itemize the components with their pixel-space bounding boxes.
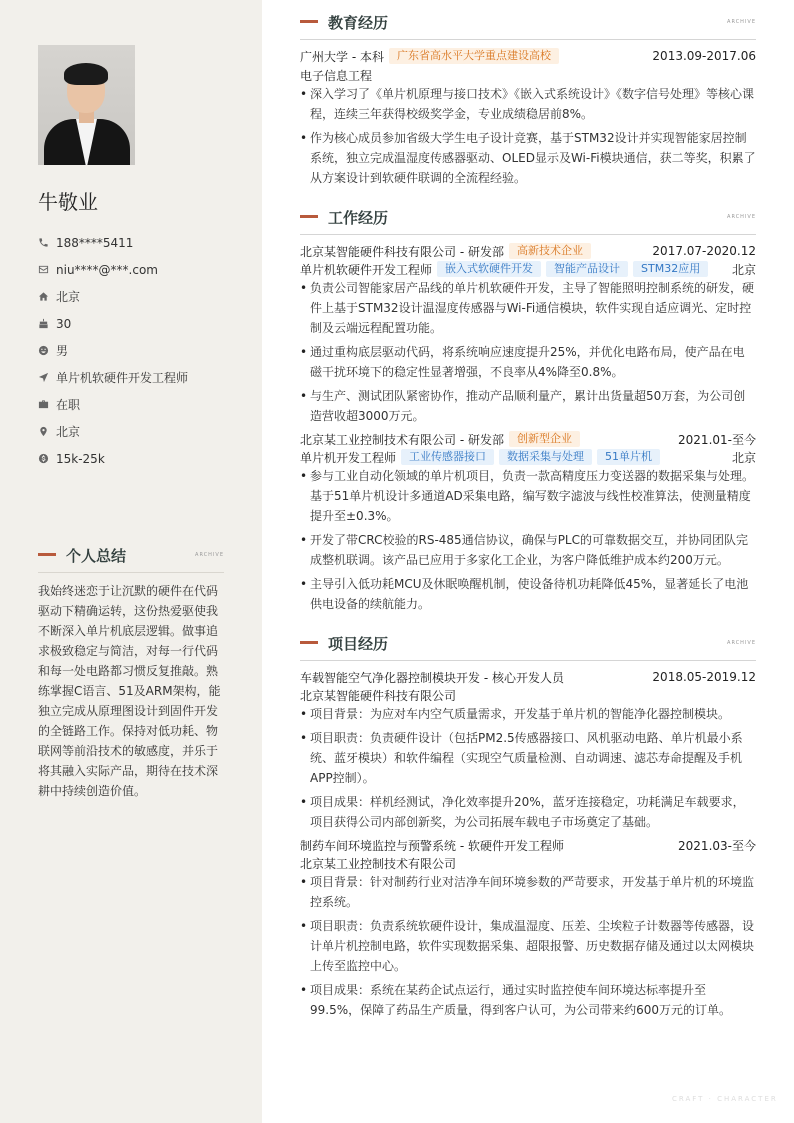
- job-position-row: [300, 260, 756, 278]
- section-accent-dash: [300, 215, 318, 218]
- list-item: • 项目成果：系统在某药企试点运行，通过实时监控使车间环境达标率提升至99.5%，保障了药品生产质量，得到客户认可，为公司带来约600万元的订单。: [300, 980, 756, 1020]
- job-position: 单片机软硬件开发工程师: [300, 262, 433, 277]
- summary-section-header: [38, 545, 224, 573]
- skill-tag: 51单片机: [597, 449, 660, 465]
- archive-label: ARCHIVE: [727, 640, 756, 646]
- company-tag: 高新技术企业: [509, 243, 591, 259]
- list-item: • 项目背景：针对制药行业对洁净车间环境参数的严苛要求，开发基于单片机的环境监控系统。: [300, 872, 756, 912]
- archive-label: ARCHIVE: [727, 19, 756, 25]
- job-bullets: [300, 466, 756, 618]
- project-section-header: [300, 633, 756, 661]
- main-content: [300, 0, 756, 1123]
- list-item: • 项目职责：负责硬件设计（包括PM2.5传感器接口、风机驱动电路、单片机最小系统、蓝牙模块）和软件编程（实现空气质量检测、自动调速、滤芯寿命提醒及手机APP控制）。: [300, 728, 756, 788]
- job-position: 单片机开发工程师: [300, 450, 397, 465]
- work-title: 工作经历: [328, 209, 389, 227]
- project-name-row: [300, 836, 756, 854]
- project-name: 制药车间环境监控与预警系统 - 软硬件开发工程师: [300, 838, 564, 853]
- education-bullets: [300, 84, 756, 192]
- summary-text: 我始终迷恋于让沉默的硬件在代码驱动下精确运转，这份热爱驱使我不断深入单片机底层逻辑。做事追求极致稳定与简洁，对每一行代码和每一处电路都习惯反复推敲。熟练掌握C语言、51及ARM架构，能独立完成从原理图设计到固件开发的全链路工作。保持对低功耗、物联网等前沿技术的敏感度，并乐于将其融入实际产品，期待在技术深耕中持续创造价值。: [38, 584, 221, 798]
- phone-icon: [38, 237, 49, 248]
- company-tag: 创新型企业: [509, 431, 580, 447]
- list-item: • 与生产、测试团队紧密协作，推动产品顺利量产，累计出货量超50万套，为公司创造营收超3000万元。: [300, 386, 756, 426]
- archive-label: ARCHIVE: [195, 552, 224, 558]
- salary-text: 15k-25k: [56, 451, 105, 466]
- company-name: 北京某智能硬件科技有限公司 - 研发部: [300, 244, 504, 259]
- gender-text: 男: [56, 344, 69, 358]
- job-position-row: [300, 448, 756, 466]
- job-date: 2021.01-至今: [678, 432, 756, 447]
- education-title: 教育经历: [328, 14, 389, 32]
- status-text: 在职: [56, 398, 81, 412]
- candidate-name: 牛敬业: [38, 190, 98, 214]
- profile-photo: [38, 45, 135, 165]
- project-name: 车载智能空气净化器控制模块开发 - 核心开发人员: [300, 670, 564, 685]
- home-text: 北京: [56, 290, 81, 304]
- list-item: • 深入学习了《单片机原理与接口技术》《嵌入式系统设计》《数字信号处理》等核心课程，连续三年获得校级奖学金，专业成绩稳居前8%。: [300, 84, 756, 124]
- salary-icon: [38, 453, 49, 464]
- briefcase-icon: [38, 399, 49, 410]
- archive-label: ARCHIVE: [727, 214, 756, 220]
- project-date: 2021.03-至今: [678, 838, 756, 853]
- job-bullets: [300, 278, 756, 430]
- location-icon: [38, 426, 49, 437]
- project-company: 北京某工业控制技术有限公司: [300, 856, 457, 871]
- skill-tag: 数据采集与处理: [499, 449, 592, 465]
- education-section-header: [300, 12, 756, 40]
- project-title: 项目经历: [328, 635, 389, 653]
- sidebar: [0, 0, 262, 1123]
- contact-info-list: [38, 229, 188, 472]
- skill-tag: 工业传感器接口: [401, 449, 494, 465]
- list-item: • 参与工业自动化领域的单片机项目，负责一款高精度压力变送器的数据采集与处理。基于51单片机设计多通道AD采集电路，编写数字滤波与线性校准算法，使测量精度提升至±0.3%。: [300, 466, 756, 526]
- school-name: 广州大学 - 本科: [300, 49, 384, 64]
- work-section-header: [300, 207, 756, 235]
- info-status: [38, 391, 188, 418]
- send-icon: [38, 372, 49, 383]
- email-text: niu****@***.com: [56, 262, 158, 277]
- info-email: [38, 256, 188, 283]
- phone-text: 188****5411: [56, 235, 134, 250]
- info-home: [38, 283, 188, 310]
- position-text: 单片机软硬件开发工程师: [56, 371, 189, 385]
- project-bullets: [300, 704, 756, 836]
- job-company-row: [300, 430, 756, 448]
- job-city: 北京: [731, 450, 756, 465]
- info-gender: [38, 337, 188, 364]
- education-major-row: [300, 66, 756, 84]
- list-item: • 作为核心成员参加省级大学生电子设计竞赛，基于STM32设计并实现智能家居控制系统，独立完成温湿度传感器驱动、OLED显示及Wi-Fi模块通信，获二等奖，积累了从方案设计到软硬件联调的全流程经验。: [300, 128, 756, 188]
- list-item: • 主导引入低功耗MCU及休眠唤醒机制，使设备待机功耗降低45%，显著延长了电池供电设备的续航能力。: [300, 574, 756, 614]
- face-icon: [38, 345, 49, 356]
- info-phone: [38, 229, 188, 256]
- info-location: [38, 418, 188, 445]
- education-date: 2013.09-2017.06: [652, 49, 756, 63]
- home-icon: [38, 291, 49, 302]
- info-age: [38, 310, 188, 337]
- mail-icon: [38, 264, 49, 275]
- list-item: • 项目成果：样机经测试，净化效率提升20%，蓝牙连接稳定，功耗满足车载要求，项目获得公司内部创新奖，为公司拓展车载电子市场奠定了基础。: [300, 792, 756, 832]
- section-accent-dash: [38, 553, 56, 556]
- list-item: • 负责公司智能家居产品线的单片机软硬件开发，主导了智能照明控制系统的研发，硬件上基于STM32设计温湿度传感器与Wi-Fi通信模块，软件实现自适应调光、定时控制及云端远程配置功能。: [300, 278, 756, 338]
- location-text: 北京: [56, 425, 81, 439]
- cake-icon: [38, 318, 49, 329]
- info-position: [38, 364, 188, 391]
- age-text: 30: [56, 316, 72, 331]
- education-school-row: [300, 47, 756, 65]
- job-date: 2017.07-2020.12: [652, 244, 756, 258]
- major-name: 电子信息工程: [300, 68, 373, 83]
- list-item: • 项目职责：负责系统软硬件设计，集成温湿度、压差、尘埃粒子计数器等传感器，设计单片机控制电路，软件实现数据采集、超限报警、历史数据存储及通过以太网模块上传至监控中心。: [300, 916, 756, 976]
- summary-title: 个人总结: [66, 547, 127, 565]
- project-bullets: [300, 872, 756, 1024]
- project-name-row: [300, 668, 756, 686]
- skill-tag: 智能产品设计: [546, 261, 628, 277]
- project-company: 北京某智能硬件科技有限公司: [300, 688, 457, 703]
- job-company-row: [300, 242, 756, 260]
- info-salary: [38, 445, 188, 472]
- school-tag: 广东省高水平大学重点建设高校: [389, 48, 559, 64]
- skill-tag: 嵌入式软硬件开发: [437, 261, 541, 277]
- project-company-row: [300, 854, 756, 872]
- section-accent-dash: [300, 641, 318, 644]
- job-city: 北京: [731, 262, 756, 277]
- skill-tag: STM32应用: [633, 261, 708, 277]
- company-name: 北京某工业控制技术有限公司 - 研发部: [300, 432, 504, 447]
- project-date: 2018.05-2019.12: [652, 670, 756, 684]
- section-accent-dash: [300, 20, 318, 23]
- list-item: • 开发了带CRC校验的RS-485通信协议，确保与PLC的可靠数据交互，并协同团队完成整机联调。该产品已应用于多家化工企业，为客户降低维护成本约200万元。: [300, 530, 756, 570]
- footer-watermark: CRAFT · CHARACTER: [672, 1095, 778, 1103]
- project-company-row: [300, 686, 756, 704]
- list-item: • 项目背景：为应对车内空气质量需求，开发基于单片机的智能净化器控制模块。: [300, 704, 756, 724]
- list-item: • 通过重构底层驱动代码，将系统响应速度提升25%，并优化电路布局，使产品在电磁干扰环境下的稳定性显著增强，不良率从4%降至0.8%。: [300, 342, 756, 382]
